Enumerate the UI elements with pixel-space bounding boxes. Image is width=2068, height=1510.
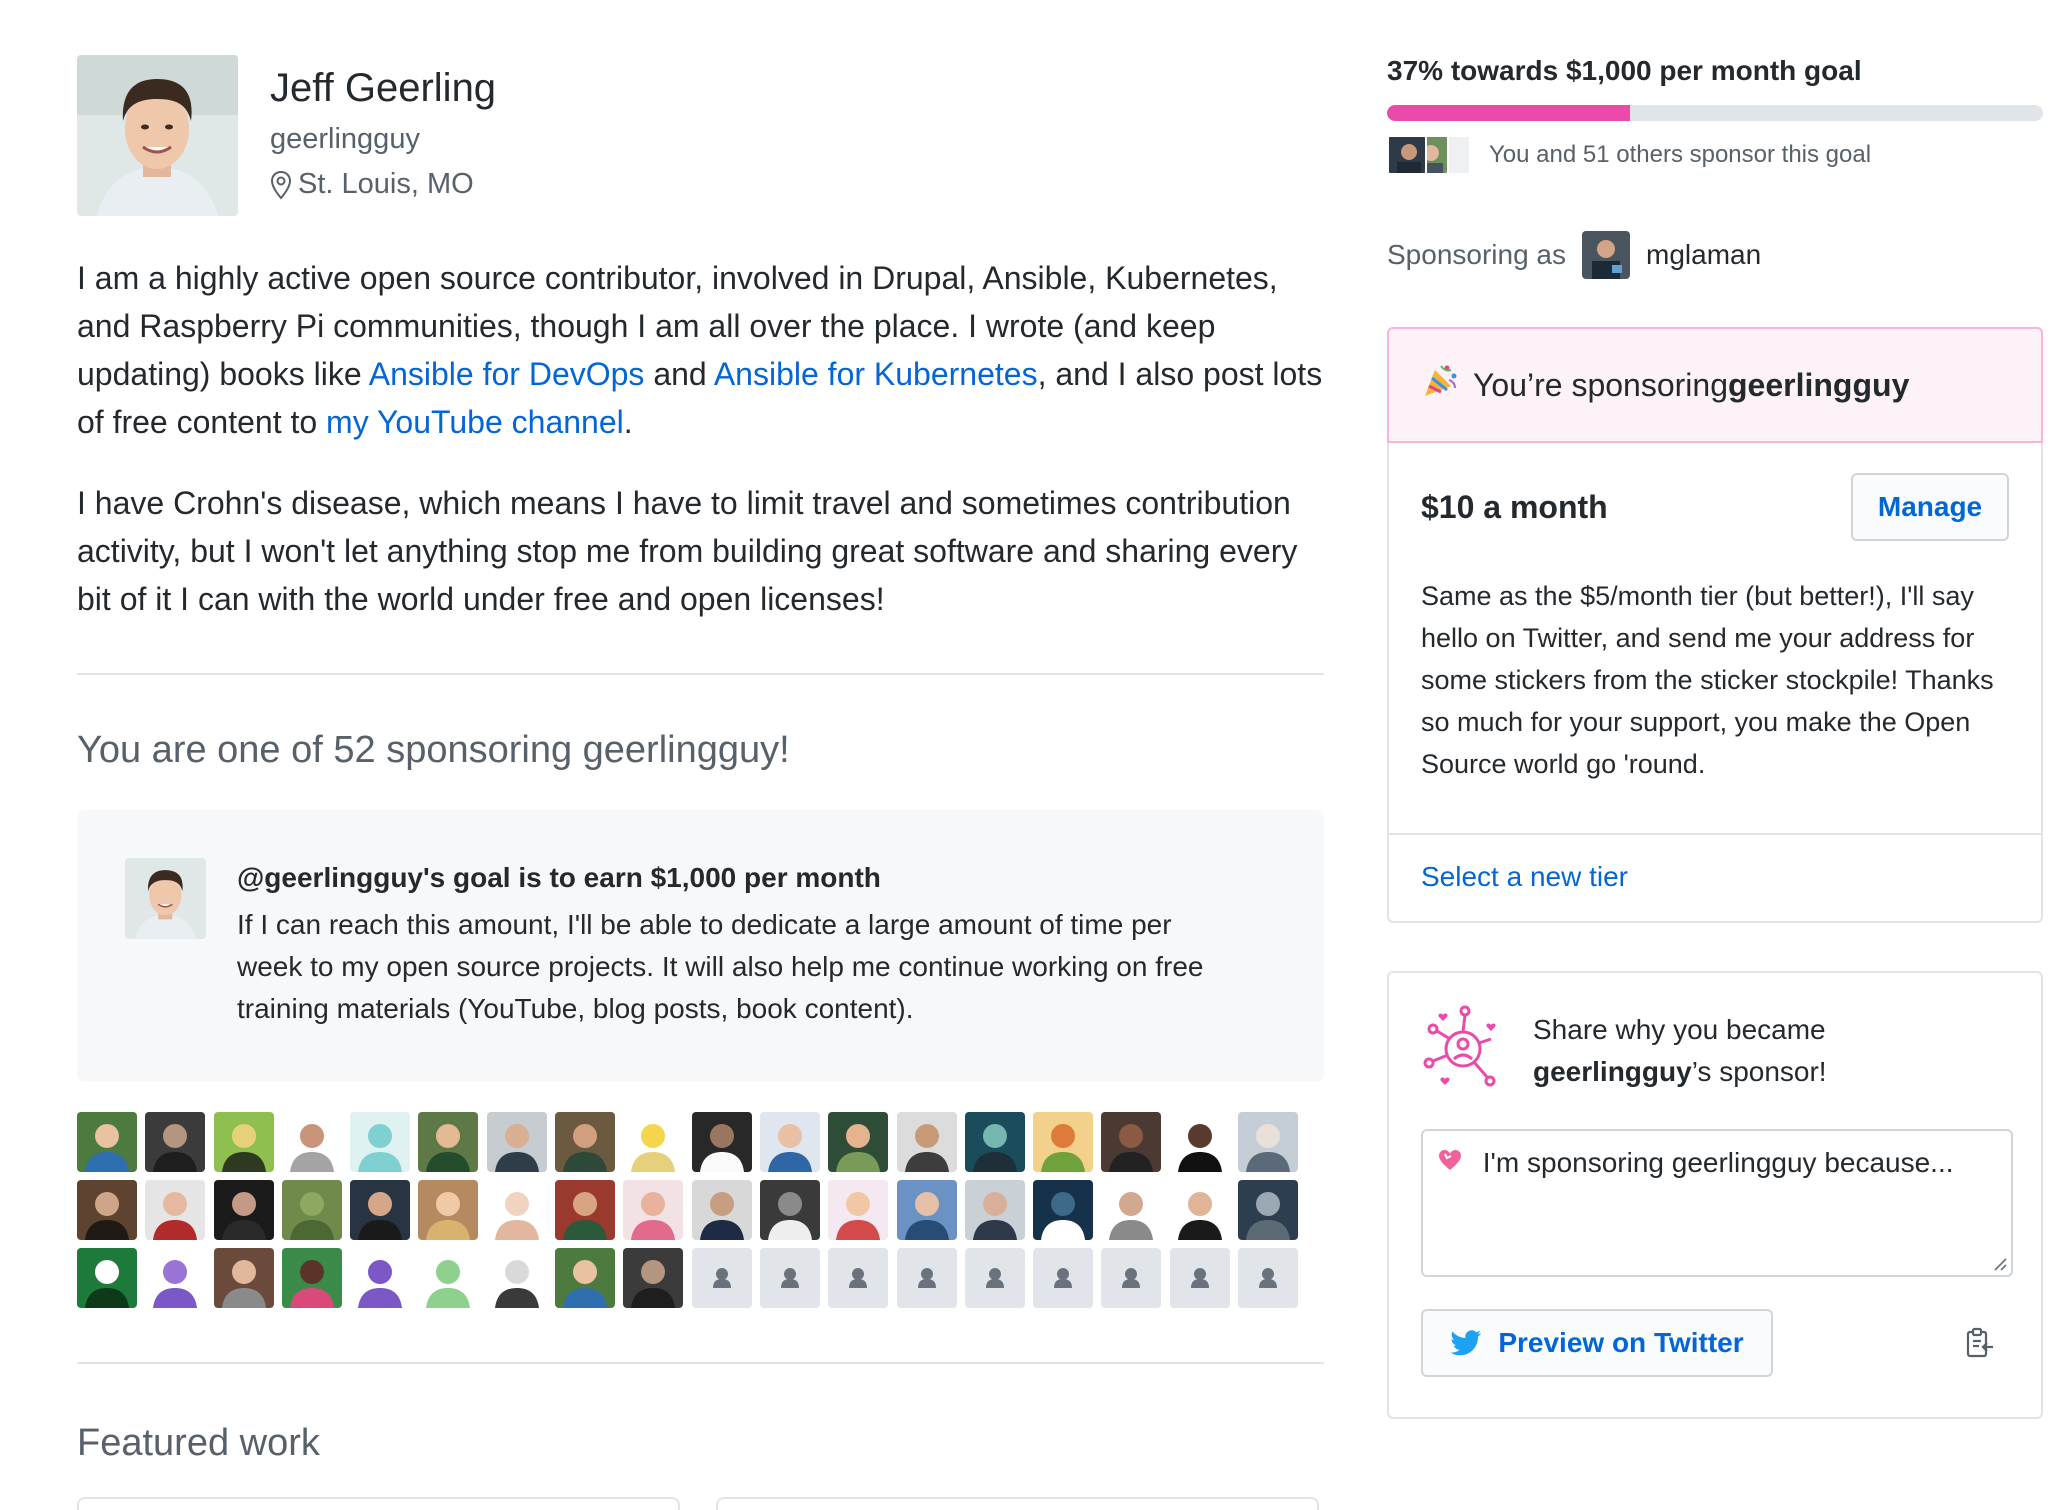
sponsor-avatar[interactable] bbox=[692, 1112, 752, 1172]
avatar-photo-icon bbox=[965, 1112, 1025, 1172]
avatar-photo-icon bbox=[1101, 1112, 1161, 1172]
sponsor-avatar[interactable] bbox=[1170, 1112, 1230, 1172]
sponsor-avatar[interactable] bbox=[828, 1112, 888, 1172]
sponsor-avatar[interactable] bbox=[487, 1180, 547, 1240]
goal-progress-bar bbox=[1387, 105, 2043, 121]
avatar-photo-icon bbox=[828, 1112, 888, 1172]
avatar-photo-icon bbox=[623, 1180, 683, 1240]
profile-login: geerlingguy bbox=[270, 123, 420, 155]
bio-text: and bbox=[644, 356, 714, 392]
sponsor-avatar[interactable] bbox=[760, 1180, 820, 1240]
share-prompt-line2 bbox=[1533, 1051, 1827, 1093]
sponsor-avatar[interactable] bbox=[555, 1112, 615, 1172]
share-card bbox=[1387, 971, 2043, 1419]
avatar-photo-icon bbox=[77, 1180, 137, 1240]
goal-sponsor-avatars[interactable] bbox=[1387, 135, 1467, 175]
sidebar bbox=[1387, 55, 2043, 1419]
avatar-photo-icon bbox=[1170, 1180, 1230, 1240]
tier-description: Same as the $5/month tier (but better!), I'll say hello on Twitter, and send me your address for some stickers from the sticker stockpile! Thanks so much for your support, you make the Open Source world go 'round. bbox=[1421, 581, 1994, 779]
goal-description: If I can reach this amount, I'll be able to dedicate a large amount of time per week to my open source projects. It will also help me continue working on free training materials (YouTube, blog posts, book content). bbox=[237, 909, 1204, 1024]
sponsorship-card-footer bbox=[1389, 835, 2041, 921]
avatar-photo-icon bbox=[145, 1180, 205, 1240]
sponsor-avatar[interactable] bbox=[145, 1180, 205, 1240]
sponsor-avatar[interactable] bbox=[282, 1248, 342, 1308]
preview-on-twitter-label: Preview on Twitter bbox=[1498, 1327, 1744, 1358]
avatar-photo-icon bbox=[1238, 1112, 1298, 1172]
profile-info bbox=[270, 55, 496, 201]
sponsor-avatar[interactable] bbox=[1101, 1112, 1161, 1172]
avatar-photo-icon bbox=[77, 55, 238, 216]
sponsoring-as-username: mglaman bbox=[1646, 239, 1762, 270]
sparkling-heart-icon bbox=[1437, 1147, 1471, 1178]
avatar-photo-icon bbox=[1582, 231, 1630, 279]
sponsor-avatar[interactable] bbox=[418, 1112, 478, 1172]
avatar-photo-icon bbox=[282, 1180, 342, 1240]
avatar-photo-icon bbox=[555, 1248, 615, 1308]
avatar-photo-icon bbox=[350, 1248, 410, 1308]
avatar-photo-icon bbox=[77, 1112, 137, 1172]
goal-box bbox=[77, 810, 1324, 1082]
featured-work-heading: Featured work bbox=[77, 1422, 320, 1464]
share-prompt-user: geerlingguy bbox=[1533, 1056, 1692, 1087]
sponsor-avatar[interactable] bbox=[623, 1112, 683, 1172]
avatar-photo-icon bbox=[77, 1248, 137, 1308]
sponsor-avatar[interactable] bbox=[214, 1180, 274, 1240]
avatar-photo-icon bbox=[555, 1112, 615, 1172]
divider bbox=[77, 1362, 1324, 1364]
sponsor-avatar[interactable] bbox=[692, 1180, 752, 1240]
sponsor-network-icon bbox=[1421, 1003, 1501, 1093]
ansible-for-devops-link[interactable]: Ansible for DevOps bbox=[368, 356, 645, 392]
sponsor-avatar[interactable] bbox=[828, 1180, 888, 1240]
sponsor-avatar[interactable] bbox=[965, 1248, 1025, 1308]
sponsor-avatar[interactable] bbox=[77, 1248, 137, 1308]
divider bbox=[77, 673, 1324, 675]
sponsorship-header-text: You’re sponsoring bbox=[1473, 366, 1728, 403]
sponsorship-card-body bbox=[1389, 443, 2041, 785]
sponsor-avatar[interactable] bbox=[1033, 1180, 1093, 1240]
sponsor-avatar[interactable] bbox=[350, 1180, 410, 1240]
ansible-for-kubernetes-link[interactable]: Ansible for Kubernetes bbox=[713, 356, 1038, 392]
avatar-photo-icon bbox=[1170, 1112, 1230, 1172]
location-text: St. Louis, MO bbox=[298, 168, 474, 200]
sponsor-avatar[interactable] bbox=[145, 1112, 205, 1172]
avatar-photo-icon bbox=[487, 1112, 547, 1172]
sponsor-avatar[interactable] bbox=[214, 1248, 274, 1308]
sponsor-avatar[interactable] bbox=[1170, 1180, 1230, 1240]
avatar-photo-icon bbox=[214, 1180, 274, 1240]
sponsor-avatar[interactable] bbox=[692, 1248, 752, 1308]
sponsor-avatar[interactable] bbox=[1238, 1248, 1298, 1308]
sponsor-avatar[interactable] bbox=[1238, 1180, 1298, 1240]
location-icon bbox=[270, 170, 292, 200]
profile-location bbox=[270, 168, 496, 201]
share-prompt bbox=[1533, 1009, 1827, 1093]
main-column bbox=[77, 55, 1324, 1510]
sponsoring-as-avatar bbox=[1582, 231, 1630, 279]
sponsor-avatar[interactable] bbox=[77, 1180, 137, 1240]
profile-name: Jeff Geerling bbox=[270, 66, 497, 110]
default-avatar-icon bbox=[828, 1248, 888, 1308]
default-avatar-icon bbox=[692, 1248, 752, 1308]
sponsor-avatar[interactable] bbox=[760, 1248, 820, 1308]
sponsor-avatar[interactable] bbox=[350, 1248, 410, 1308]
share-prompt-suffix: ’s sponsor! bbox=[1691, 1056, 1827, 1087]
avatar-photo-icon bbox=[350, 1112, 410, 1172]
avatar-photo-icon bbox=[1033, 1112, 1093, 1172]
avatar-photo-icon bbox=[692, 1112, 752, 1172]
avatar-photo-icon bbox=[897, 1180, 957, 1240]
sponsor-avatar[interactable] bbox=[282, 1180, 342, 1240]
twitter-bird-icon bbox=[1450, 1330, 1482, 1356]
avatar-photo-icon bbox=[125, 858, 206, 939]
goal-progress-fill bbox=[1387, 105, 1630, 121]
featured-repo-card[interactable] bbox=[77, 1497, 680, 1510]
select-new-tier-link[interactable]: Select a new tier bbox=[1421, 861, 1628, 892]
avatar-photo-icon bbox=[965, 1180, 1025, 1240]
sponsor-avatar-grid bbox=[77, 1112, 1324, 1308]
share-message-input[interactable] bbox=[1421, 1129, 2013, 1277]
sponsor-avatar[interactable] bbox=[282, 1112, 342, 1172]
avatar-photo-icon bbox=[623, 1248, 683, 1308]
goal-avatar bbox=[125, 858, 206, 939]
avatar-photo-icon bbox=[760, 1180, 820, 1240]
bio-paragraph bbox=[77, 254, 1324, 446]
avatar-photo-icon bbox=[692, 1180, 752, 1240]
goal-title: @geerlingguy's goal is to earn $1,000 per month bbox=[237, 862, 881, 893]
clipboard-copy-icon[interactable] bbox=[1965, 1327, 1995, 1359]
avatar-photo-icon bbox=[145, 1112, 205, 1172]
sponsor-avatar[interactable] bbox=[965, 1112, 1025, 1172]
sponsor-avatar[interactable] bbox=[77, 1112, 137, 1172]
sponsor-avatar[interactable] bbox=[623, 1180, 683, 1240]
bio-text: , and I also post lots of free content to bbox=[77, 356, 1323, 440]
resize-grip-icon[interactable] bbox=[1991, 1255, 2007, 1271]
avatar-photo-icon bbox=[897, 1112, 957, 1172]
goal-sponsors bbox=[1387, 135, 2043, 175]
sponsor-avatar[interactable] bbox=[1170, 1248, 1230, 1308]
featured-repo-card[interactable] bbox=[716, 1497, 1319, 1510]
sponsor-avatar[interactable] bbox=[214, 1112, 274, 1172]
sponsors-heading: You are one of 52 sponsoring geerlingguy! bbox=[77, 729, 790, 771]
sponsorship-header-user: geerlingguy bbox=[1728, 366, 1910, 403]
sponsor-avatar[interactable] bbox=[418, 1180, 478, 1240]
sponsor-avatar[interactable] bbox=[897, 1112, 957, 1172]
avatar-photo-icon bbox=[1389, 137, 1427, 175]
tier-price: $10 a month bbox=[1421, 488, 1608, 525]
default-avatar-icon bbox=[897, 1248, 957, 1308]
manage-button[interactable]: Manage bbox=[1851, 473, 2009, 541]
goal-sponsors-text: You and 51 others sponsor this goal bbox=[1489, 141, 1872, 168]
sponsor-avatar[interactable] bbox=[1033, 1248, 1093, 1308]
bio-text: I am a highly active open source contributor, involved in Drupal, Ansible, Kubernetes, and Raspberry Pi communities, though I am all over the place. I wrote (and keep updating) books like bbox=[77, 260, 1278, 392]
sponsoring-as-label: Sponsoring as bbox=[1387, 239, 1567, 270]
share-actions bbox=[1421, 1309, 2009, 1377]
avatar-photo-icon bbox=[1101, 1180, 1161, 1240]
sponsor-avatar[interactable] bbox=[1033, 1112, 1093, 1172]
avatar-photo-icon bbox=[1033, 1180, 1093, 1240]
share-header bbox=[1421, 1003, 2009, 1093]
sponsor-avatar[interactable] bbox=[555, 1180, 615, 1240]
sponsor-avatar[interactable] bbox=[828, 1248, 888, 1308]
avatar-photo-icon bbox=[828, 1180, 888, 1240]
avatar-photo-icon bbox=[214, 1112, 274, 1172]
default-avatar-icon bbox=[1101, 1248, 1161, 1308]
avatar-photo-icon bbox=[623, 1112, 683, 1172]
goal-progress-label: 37% towards $1,000 per month goal bbox=[1387, 55, 1862, 86]
avatar-photo-icon bbox=[350, 1180, 410, 1240]
sponsor-avatar[interactable] bbox=[555, 1248, 615, 1308]
sponsorship-card bbox=[1387, 327, 2043, 923]
avatar-photo-icon bbox=[1238, 1180, 1298, 1240]
avatar-photo-icon bbox=[418, 1180, 478, 1240]
default-avatar-icon bbox=[1170, 1248, 1230, 1308]
sponsor-avatar[interactable] bbox=[350, 1112, 410, 1172]
sponsor-avatar[interactable] bbox=[965, 1180, 1025, 1240]
bio-text: . bbox=[623, 404, 633, 440]
avatar-photo-icon bbox=[282, 1248, 342, 1308]
sponsor-avatar[interactable] bbox=[145, 1248, 205, 1308]
youtube-channel-link[interactable]: my YouTube channel bbox=[326, 404, 624, 440]
avatar-photo-icon bbox=[214, 1248, 274, 1308]
sponsor-avatar[interactable] bbox=[897, 1180, 957, 1240]
share-prompt-line1: Share why you became bbox=[1533, 1014, 1826, 1045]
profile-header bbox=[77, 55, 1324, 216]
sponsor-avatar[interactable] bbox=[487, 1112, 547, 1172]
sponsor-avatar bbox=[1387, 135, 1427, 175]
sponsoring-as bbox=[1387, 231, 2043, 279]
avatar-photo-icon bbox=[487, 1180, 547, 1240]
sponsor-avatar[interactable] bbox=[623, 1248, 683, 1308]
avatar-photo-icon bbox=[418, 1248, 478, 1308]
avatar-photo-icon bbox=[487, 1248, 547, 1308]
default-avatar-icon bbox=[1238, 1248, 1298, 1308]
goal-text bbox=[237, 862, 1237, 1034]
bio-paragraph: I have Crohn's disease, which means I have to limit travel and sometimes contribution activity, but I won't let anything stop me from building great software and sharing every bit of it I can with the world under free and open licenses! bbox=[77, 485, 1298, 617]
sponsorship-card-header bbox=[1387, 327, 2043, 443]
share-message-placeholder: I'm sponsoring geerlingguy because... bbox=[1482, 1147, 1954, 1178]
profile-bio bbox=[77, 254, 1324, 623]
avatar-photo-icon bbox=[282, 1112, 342, 1172]
preview-on-twitter-button[interactable] bbox=[1421, 1309, 1773, 1377]
sponsor-avatar[interactable] bbox=[1238, 1112, 1298, 1172]
sponsor-avatar[interactable] bbox=[1101, 1180, 1161, 1240]
sponsor-avatar[interactable] bbox=[487, 1248, 547, 1308]
sponsor-avatar[interactable] bbox=[418, 1248, 478, 1308]
avatar-photo-icon bbox=[760, 1112, 820, 1172]
party-popper-icon bbox=[1421, 362, 1459, 409]
default-avatar-icon bbox=[1033, 1248, 1093, 1308]
sponsor-avatar[interactable] bbox=[897, 1248, 957, 1308]
tier-row bbox=[1421, 473, 2009, 541]
featured-work-list bbox=[77, 1497, 1324, 1510]
sponsor-avatar[interactable] bbox=[1101, 1248, 1161, 1308]
default-avatar-icon bbox=[965, 1248, 1025, 1308]
default-avatar-icon bbox=[760, 1248, 820, 1308]
profile-avatar[interactable] bbox=[77, 55, 238, 216]
avatar-photo-icon bbox=[555, 1180, 615, 1240]
avatar-photo-icon bbox=[418, 1112, 478, 1172]
avatar-photo-icon bbox=[145, 1248, 205, 1308]
sponsor-avatar[interactable] bbox=[760, 1112, 820, 1172]
